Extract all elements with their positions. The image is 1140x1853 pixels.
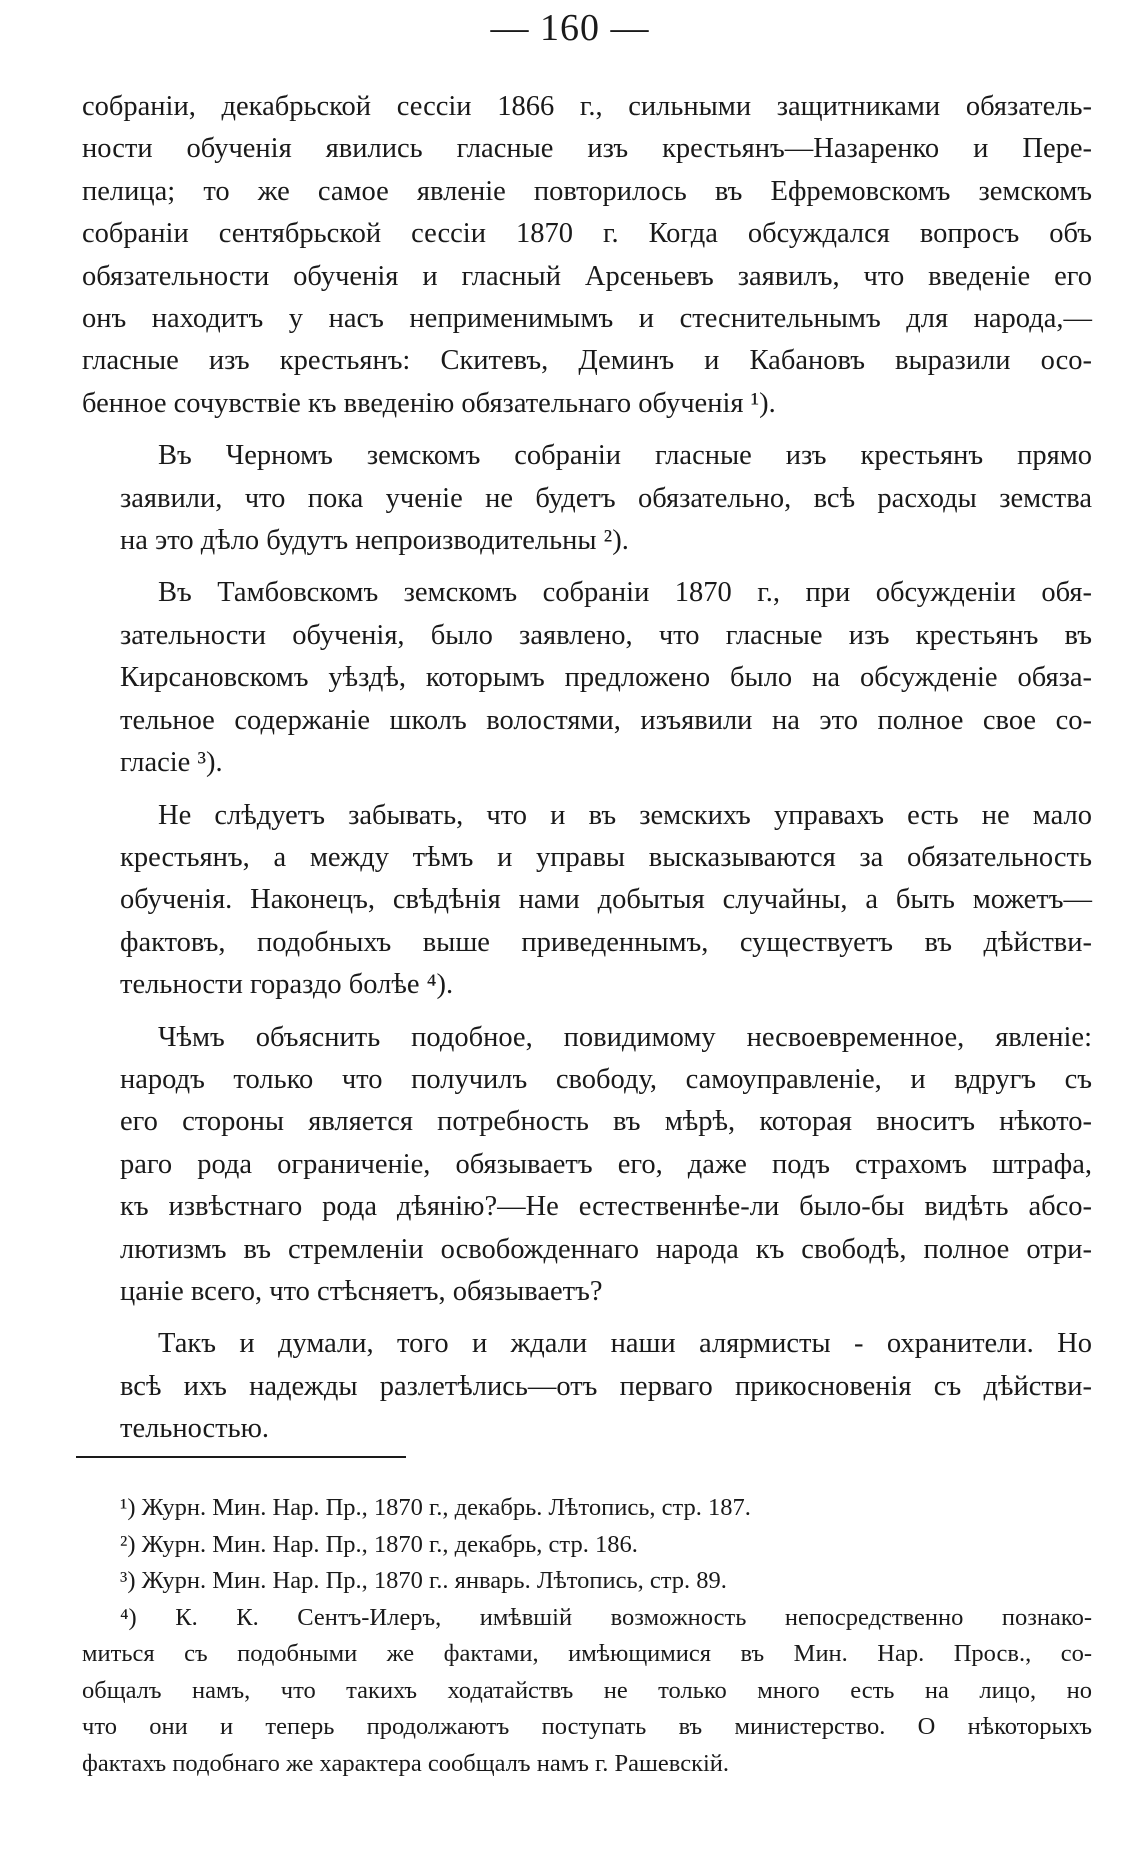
footnote-line: что они и теперь продолжаютъ поступать въ министерство. О нѣкоторыхъ	[82, 1713, 1092, 1740]
footnote-1	[82, 1490, 1092, 1527]
footnote-line: фактахъ подобнаго же характера сообщалъ намъ г. Рашевскiй.	[82, 1749, 730, 1777]
text-line: къ извѣстнаго рода дѣянiю?—Не естественнѣе-ли было-бы видѣть абсо-	[120, 1191, 1092, 1223]
text-line: его стороны является потребность въ мѣрѣ, которая вноситъ нѣкото-	[120, 1106, 1092, 1138]
text-line: обязательности обученiя и гласный Арсеньевъ заявилъ, что введенiе его	[82, 260, 1092, 292]
footnote-2	[82, 1527, 1092, 1564]
text-line: Такъ и думали, того и ждали наши алярмисты - охранители. Но	[158, 1328, 1092, 1360]
footnote-3	[82, 1563, 1092, 1600]
text-line: Не слѣдуетъ забывать, что и въ земскихъ управахъ есть не мало	[158, 799, 1092, 831]
text-line: раго рода ограниченiе, обязываетъ его, даже подъ страхомъ штрафа,	[120, 1148, 1092, 1180]
text-line: Въ Черномъ земскомъ собранiи гласные изъ крестьянъ прямо	[158, 440, 1092, 472]
text-line: тельности гораздо болѣе ⁴).	[120, 969, 454, 1001]
text-line: бенное сочувствiе къ введенiю обязательнаго обученiя ¹).	[82, 387, 776, 419]
text-line: собранiи сентябрьской сессiи 1870 г. Когда обсуждался вопросъ объ	[82, 218, 1092, 250]
main-text	[82, 86, 1092, 1461]
text-line: народъ только что получилъ свободу, самоуправленiе, и вдругъ съ	[120, 1063, 1092, 1095]
text-line: всѣ ихъ надежды разлетѣлись—отъ перваго прикосновенiя съ дѣйстви-	[120, 1370, 1092, 1402]
paragraph-1	[82, 86, 1092, 425]
text-line: Въ Тамбовскомъ земскомъ собранiи 1870 г., при обсужденiи обя-	[158, 577, 1092, 609]
footnote-divider	[76, 1456, 406, 1458]
text-line: пелица; то же самое явленiе повторилось въ Ефремовскомъ земскомъ	[82, 175, 1092, 207]
footnote-line: ²) Журн. Мин. Нар. Пр., 1870 г., декабрь, стр. 186.	[120, 1530, 638, 1558]
footnote-line: общалъ намъ, что такихъ ходатайствъ не только много есть на лицо, но	[82, 1676, 1092, 1704]
text-line: тельностью.	[120, 1413, 270, 1445]
footnote-line: ¹) Журн. Мин. Нар. Пр., 1870 г., декабрь. Лѣтопись, стр. 187.	[120, 1494, 751, 1521]
text-line: лютизмъ въ стремленiи освобожденнаго народа къ свободѣ, полное отри-	[120, 1233, 1092, 1265]
text-line: зательности обученiя, было заявлено, что гласные изъ крестьянъ въ	[120, 619, 1092, 651]
footnote-line: миться съ подобными же фактами, имѣющимися въ Мин. Нар. Просв., со-	[82, 1640, 1092, 1667]
text-line: ности обученiя явились гласные изъ крестьянъ—Назаренко и Пере-	[82, 133, 1092, 165]
text-line: заявили, что пока ученiе не будетъ обязательно, всѣ расходы земства	[120, 482, 1092, 514]
text-line: тельное содержанiе школъ волостями, изъявили на это полное свое со-	[120, 704, 1092, 736]
footnote-4	[82, 1600, 1092, 1783]
text-line: собранiи, декабрьской сессiи 1866 г., сильными защитниками обязатель-	[82, 91, 1092, 122]
text-line: цанiе всего, что стѣсняетъ, обязываетъ?	[120, 1275, 603, 1307]
paragraph-2	[82, 435, 1092, 562]
paragraph-6	[82, 1323, 1092, 1450]
text-line: онъ находитъ у насъ неприменимымъ и стеснительнымъ для народа,—	[82, 303, 1092, 335]
paragraph-3	[82, 572, 1092, 784]
page-number: — 160 —	[490, 7, 650, 49]
footnote-line: ³) Журн. Мин. Нар. Пр., 1870 г.. январь. Лѣтопись, стр. 89.	[120, 1567, 727, 1594]
text-line: Чѣмъ объяснить подобное, повидимому несвоевременное, явленiе:	[158, 1021, 1092, 1053]
text-line: фактовъ, подобныхъ выше приведеннымъ, существуетъ въ дѣйстви-	[120, 926, 1092, 958]
text-line: гласiе ³).	[120, 747, 223, 779]
text-line: обученiя. Наконецъ, свѣдѣнiя нами добытыя случайны, а быть можетъ—	[120, 884, 1092, 916]
text-line: Кирсановскомъ уѣздѣ, которымъ предложено было на обсужденiе обяза-	[120, 662, 1092, 694]
text-line: гласные изъ крестьянъ: Скитевъ, Деминъ и Кабановъ выразили осо-	[82, 345, 1092, 377]
text-line: на это дѣло будутъ непроизводительны ²).	[120, 525, 629, 557]
text-line: крестьянъ, а между тѣмъ и управы высказываются за обязательность	[120, 841, 1092, 873]
footnote-line: ⁴) К. К. Сентъ-Илеръ, имѣвшiй возможность непосредственно познако-	[120, 1603, 1092, 1631]
paragraph-4	[82, 795, 1092, 1007]
footnotes	[82, 1490, 1092, 1782]
paragraph-5	[82, 1017, 1092, 1314]
